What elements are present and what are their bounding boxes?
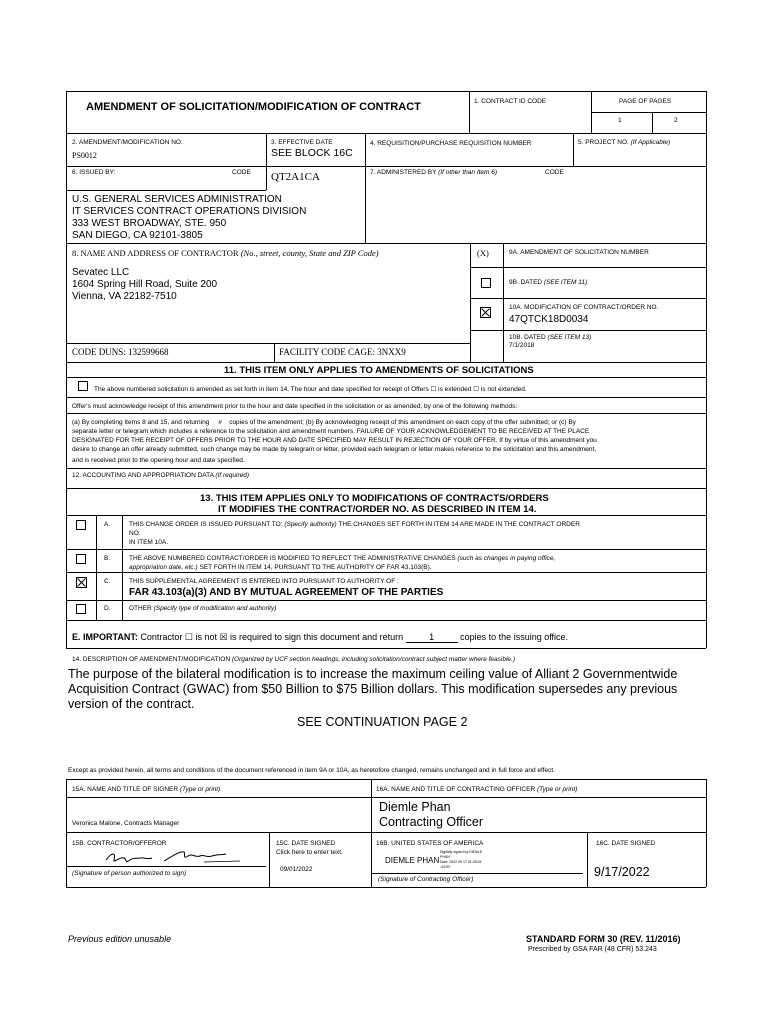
prescribed-by: Prescribed by GSA FAR (48 CFR) 53.243 (528, 946, 657, 953)
item-16a-label: 16A. NAME AND TITLE OF CONTRACTING OFFICER (Type or print) (376, 786, 578, 793)
issued-by-label: 6. ISSUED BY: (72, 169, 116, 176)
item-13c-text: THIS SUPPLEMENTAL AGREEMENT IS ENTERED INTO PURSUANT TO AUTHORITY OF : (129, 578, 399, 585)
signer-name-title: Veronica Malone, Contracts Manager (72, 820, 180, 827)
item-13b-checkbox[interactable] (76, 554, 86, 564)
item-13d-text: OTHER (Specify type of modification and authority) (129, 605, 277, 612)
digital-signer-name: DIEMLE PHAN (385, 856, 440, 865)
issuer-line: IT SERVICES CONTRACT OPERATIONS DIVISION (72, 206, 307, 217)
admin-code-label: CODE (545, 169, 564, 176)
item-13a-text: IN ITEM 10A. (129, 539, 169, 546)
item-11-para: desire to change an offer already submitted, such change may be made by telegram or letter, provided each telegram or letter makes reference to the solicitation and this amendment, (72, 446, 597, 453)
contractor-address: 1604 Spring Hill Road, Suite 200 (72, 279, 218, 290)
item-13a-text: THIS CHANGE ORDER IS ISSUED PURSUANT TO: (Specify authority) THE CHANGES SET FORTH IN ITEM 14 ARE MADE IN THE CONTRACT ORDER (129, 521, 580, 528)
important-line: E. IMPORTANT: Contractor ☐ is not ☒ is required to sign this document and return 1 copies to the issuing office. (72, 632, 569, 642)
contractor-label: 8. NAME AND ADDRESS OF CONTRACTOR (No., street, county, State and ZIP Code) (72, 248, 379, 258)
item-13a-text: NO. (129, 530, 141, 537)
issuer-line: SAN DIEGO, CA 92101-3805 (72, 230, 203, 241)
issued-code-label: CODE (232, 169, 251, 176)
page-number: 1 (618, 117, 622, 124)
item-11-checkbox[interactable] (78, 381, 88, 391)
item-14-label: 14. DESCRIPTION OF AMENDMENT/MODIFICATION (Organized by UCF section headings, including solicitation/contract subject matter where feasible.) (72, 656, 516, 663)
item-13d-checkbox[interactable] (76, 604, 86, 614)
issued-code-value[interactable]: QT2A1CA (271, 171, 320, 183)
item-13a-checkbox[interactable] (76, 520, 86, 530)
item-15b-label: 15B. CONTRACTOR/OFFEROR (72, 840, 167, 847)
contract-id-label: 1. CONTRACT ID CODE (474, 98, 547, 105)
contractor-signature-caption: (Signature of person authorized to sign) (72, 870, 187, 877)
administered-by-label: 7. ADMINISTERED BY (If other than Item 6) (370, 169, 498, 176)
item-9a-label: 9A. AMENDMENT OF SOLICITATION NUMBER (509, 249, 649, 256)
item-13c-checkbox-checked[interactable] (76, 577, 87, 588)
item-10b-value[interactable]: 7/1/2018 (509, 342, 535, 349)
item-13b-text: THE ABOVE NUMBERED CONTRACT/ORDER IS MODIFIED TO REFLECT THE ADMINISTRATIVE CHANGES (such as changes in paying office, (129, 555, 556, 562)
item-15a-label: 15A. NAME AND TITLE OF SIGNER (Type or print) (72, 786, 221, 793)
item-16b-label: 16B. UNITED STATES OF AMERICA (376, 840, 484, 847)
item-9b-label: 9B. DATED (SEE ITEM 11) (509, 279, 588, 286)
contractor-date[interactable]: 09/01/2022 (280, 866, 313, 873)
item-11-para: DESIGNATED FOR THE RECEIPT OF OFFERS PRIOR TO THE HOUR AND DATE SPECIFIED MAY RESULT IN REJECTION OF YOUR OFFER. If by virtue of this amendment you (72, 437, 597, 444)
item-10a-label: 10A. MODIFICATION OF CONTRACT/ORDER NO. (509, 304, 659, 311)
item-11-line2: Offer's must acknowledge receipt of this amendment prior to the hour and date specified in the solicitation or as amended, by one of the following methods: (72, 403, 518, 410)
amendment-no-value[interactable]: PS0012 (72, 151, 97, 160)
item-12-label: 12. ACCOUNTING AND APPROPRIATION DATA (If required) (72, 472, 250, 479)
contractor-city: Vienna, VA 22182-7510 (72, 291, 177, 302)
item-11-para: and is received prior to the opening hour and date specified. (72, 457, 245, 464)
officer-title: Contracting Officer (379, 815, 483, 829)
issuer-line: U.S. GENERAL SERVICES ADMINISTRATION (72, 194, 282, 205)
item-10a-value[interactable]: 47QTCK18D0034 (509, 314, 589, 325)
item-11-line1: The above numbered solicitation is amended as set forth in item 14. The hour and date specified for receipt of Offers ☐ is extended ☐ is not extended. (94, 386, 527, 393)
total-pages: 2 (674, 117, 678, 124)
continuation-note: SEE CONTINUATION PAGE 2 (297, 715, 468, 729)
item-13c-letter: C. (104, 578, 111, 585)
item-10b-label: 10B. DATED (SEE ITEM 13) (509, 334, 592, 341)
officer-signature-caption: (Signature of Contracting Officer) (378, 876, 474, 883)
cage-field: FACILITY CODE CAGE: 3NXX9 (279, 347, 406, 357)
effective-date-label: 3. EFFECTIVE DATE (271, 139, 333, 146)
duns-field: CODE DUNS: 132599668 (72, 347, 169, 357)
item-9b-checkbox[interactable] (481, 278, 491, 288)
item-13b-text: appropriation date, etc.) SET FORTH IN ITEM 14, PURSUANT TO THE AUTHORITY OF FAR 43.103(B). (129, 564, 432, 571)
form-title: AMENDMENT OF SOLICITATION/MODIFICATION OF CONTRACT (86, 101, 421, 113)
item-11-title: 11. THIS ITEM ONLY APPLIES TO AMENDMENTS OF SOLICITATIONS (224, 365, 534, 376)
contractor-signature-image (104, 846, 244, 868)
page-of-pages-label: PAGE OF PAGES (619, 98, 672, 105)
item-16c-label: 16C. DATE SIGNED (596, 840, 656, 847)
except-clause: Except as provided herein, all terms and conditions of the document referenced in item 9A or 10A, as heretofore changed, remains unchanged and in full force and effect. (68, 767, 555, 774)
item-13-title: 13. THIS ITEM APPLIES ONLY TO MODIFICATIONS OF CONTRACTS/ORDERS (200, 493, 549, 504)
officer-name: Diemle Phan (379, 800, 451, 814)
item-10a-checkbox-checked[interactable] (480, 307, 491, 318)
officer-date[interactable]: 9/17/2022 (594, 865, 650, 879)
issuer-line: 333 WEST BROADWAY, STE. 950 (72, 218, 227, 229)
amendment-no-label: 2. AMENDMENT/MODIFICATION NO. (72, 139, 183, 146)
x-column-label: (X) (477, 248, 489, 258)
project-no-label: 5. PROJECT NO. (If Applicable) (578, 139, 671, 146)
item-11-para: (a) By completing Items 8 and 15, and returning # copies of the amendment; (b) By acknowledging receipt of this amendment on each copy of the offer submitted; or (c) By (72, 419, 576, 426)
effective-date-value[interactable]: SEE BLOCK 16C (271, 147, 353, 159)
requisition-label: 4. REQUISITION/PURCHASE REQUISITION NUMBER (370, 140, 532, 147)
previous-edition-note: Previous edition unusable (68, 934, 172, 944)
form-number: STANDARD FORM 30 (REV. 11/2016) (526, 934, 681, 944)
description-line: version of the contract. (68, 697, 195, 711)
contractor-name: Sevatec LLC (72, 267, 130, 278)
date-hint: Click here to enter text. (276, 849, 343, 856)
item-13b-letter: B. (104, 555, 111, 562)
item-13-subtitle: IT MODIFIES THE CONTRACT/ORDER NO. AS DESCRIBED IN ITEM 14. (218, 504, 537, 515)
item-11-para: separate letter or telegram which includes a reference to the solicitation and amendment numbers. FAILURE OF YOUR ACKNOWLEDGEMENT TO BE RECEIVED AT THE PLACE (72, 428, 590, 435)
item-13c-authority[interactable]: FAR 43.103(a)(3) AND BY MUTUAL AGREEMENT OF THE PARTIES (129, 587, 444, 598)
item-13a-letter: A. (104, 521, 111, 528)
item-15c-label: 15C. DATE SIGNED (276, 840, 336, 847)
item-13d-letter: D. (104, 605, 111, 612)
description-line: The purpose of the bilateral modification is to increase the maximum ceiling value of Alliant 2 Governmentwide (68, 667, 678, 681)
description-line: Acquisition Contract (GWAC) from $50 Billion to $75 Billion dollars. This modification supersedes any previous (68, 682, 678, 696)
return-copies-field[interactable]: 1 (406, 632, 458, 643)
